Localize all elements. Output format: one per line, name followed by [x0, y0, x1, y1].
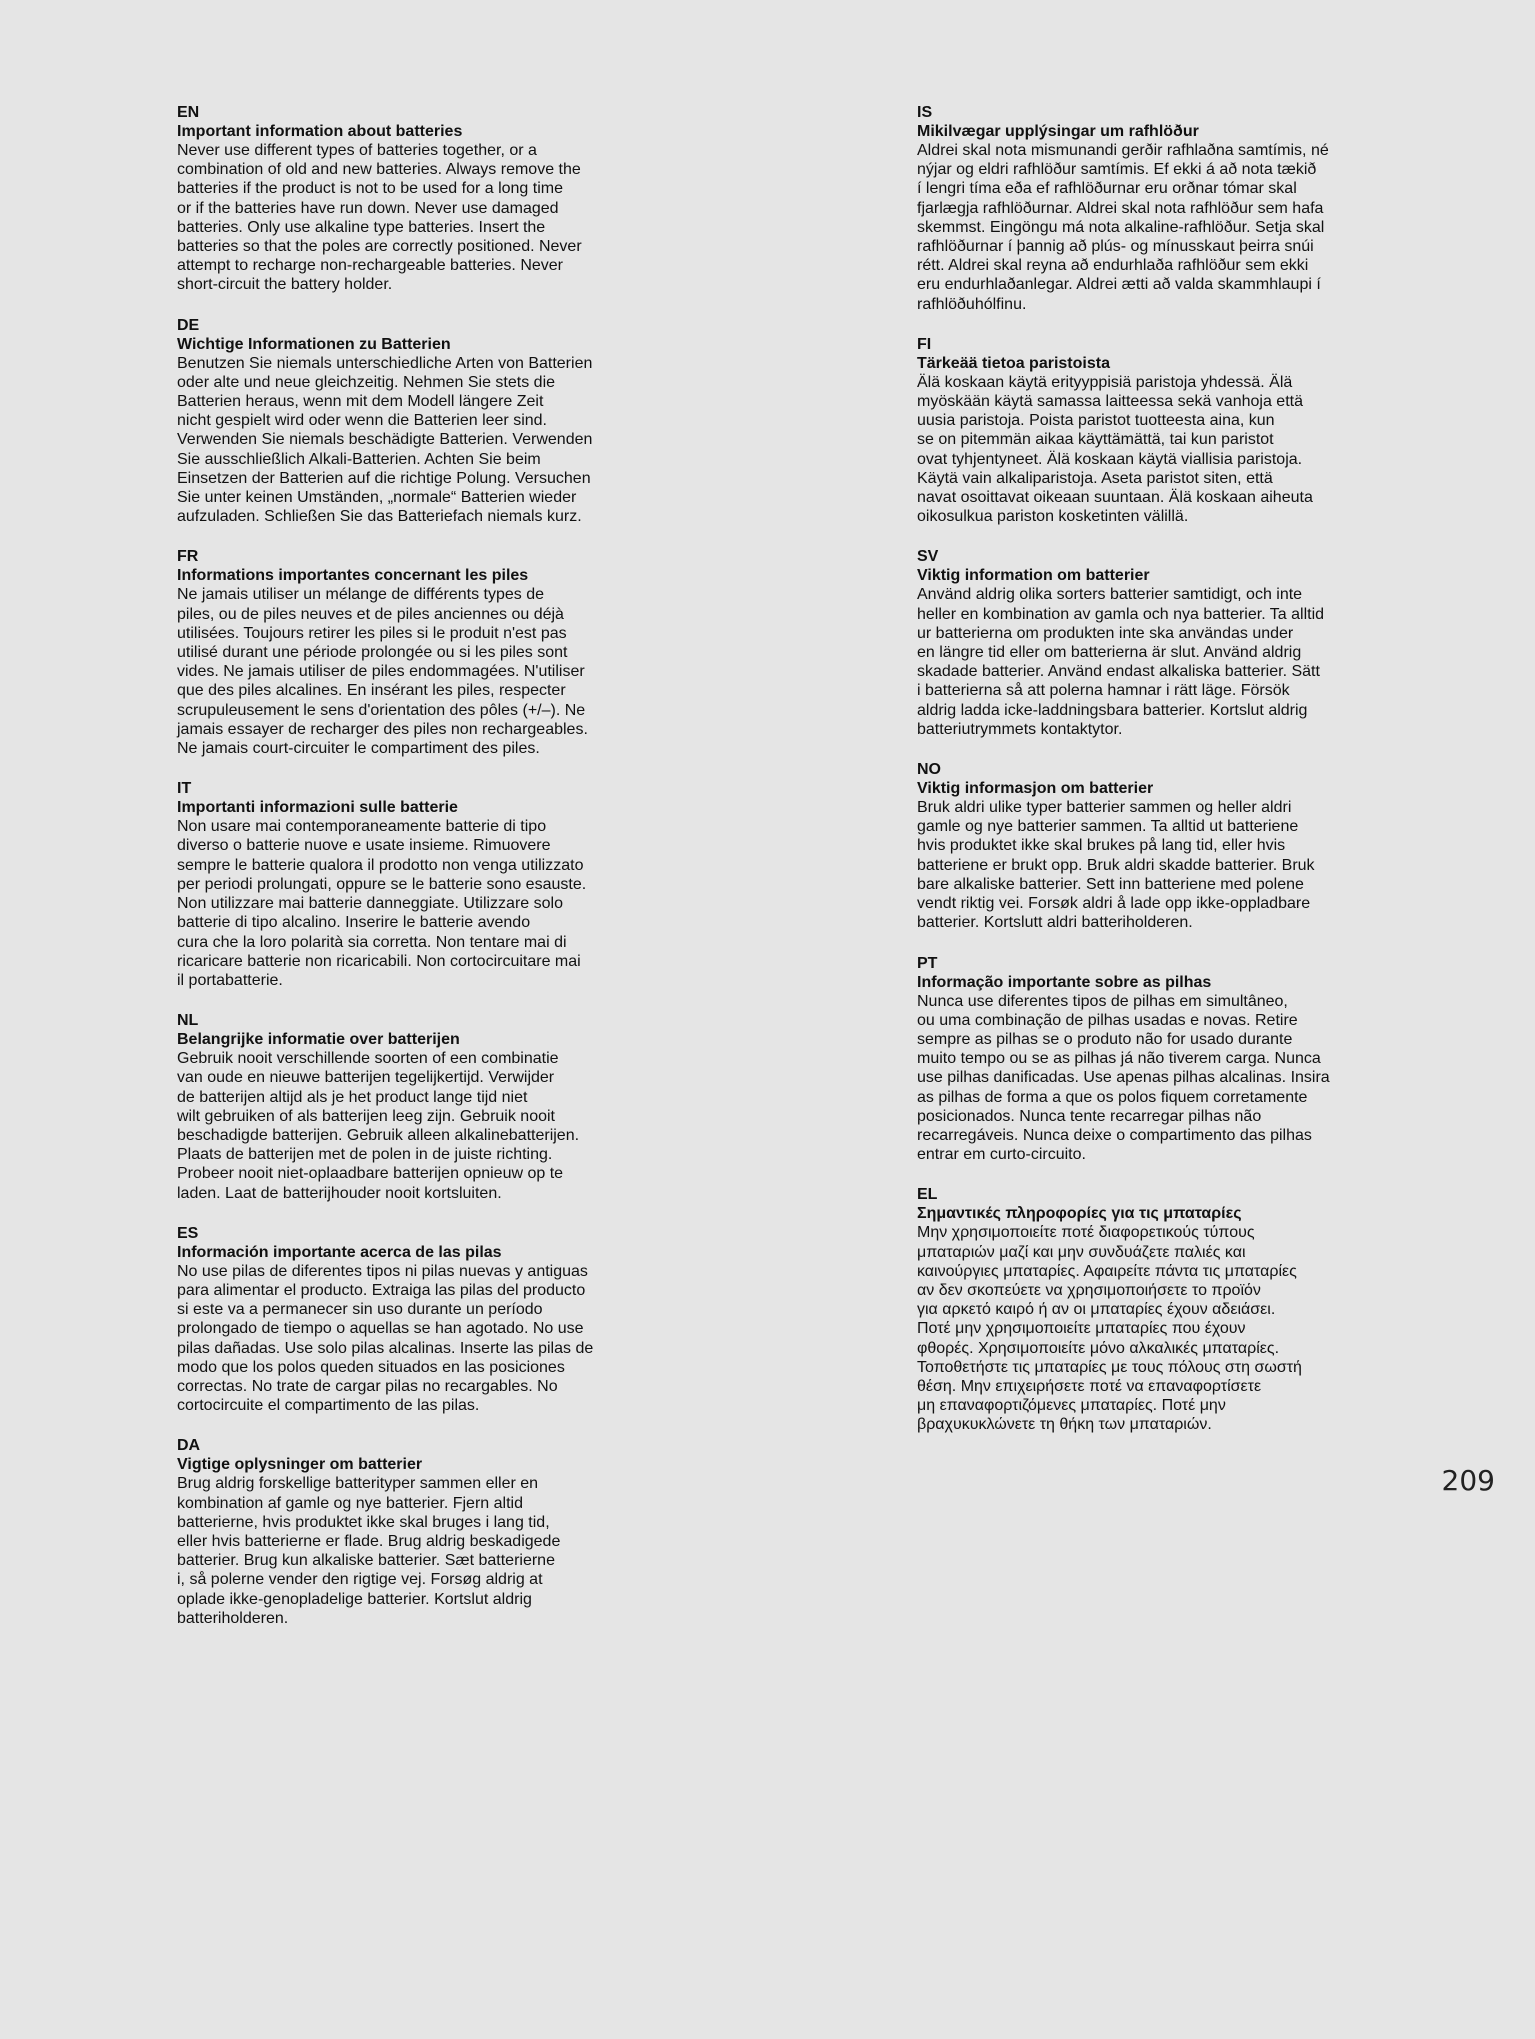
section-title: Vigtige oplysninger om batterier [177, 1456, 423, 1474]
lang-code: PT [917, 954, 938, 972]
right-column [917, 103, 1392, 1456]
section-fi [917, 335, 1392, 527]
section-is [917, 103, 1392, 314]
page-number: 209 [1441, 1464, 1495, 1497]
section-es [177, 1224, 657, 1416]
lang-code: IS [917, 104, 933, 121]
section-el [917, 1185, 1392, 1434]
section-body: Aldrei skal nota mismunandi gerðir rafhlaðna samtímis, né nýjar og eldri rafhlöður samtímis. Ef ekki á að nota tækið í lengri tíma eða ef rafhlöðurnar eru orðnar tómar skal fjarlægja rafhlöðurnar. Aldrei skal nota rafhlöður sem hafa skemmst. Eingöngu má nota alkaline-rafhlöður. Setja skal rafhlöðurnar í þannig að plús- og mínusskaut þeirra snúi rétt. Aldrei skal reyna að endurhlaða rafhlöður sem ekki eru endurhlaðanlegar. Aldrei ætti að valda skammhlaupi í rafhlöðuhólfinu. [917, 142, 1329, 313]
lang-code: FI [917, 335, 932, 353]
section-title: Σημαντικές πληροφορίες για τις μπαταρίες [917, 1205, 1242, 1223]
section-title: Viktig informasjon om batterier [917, 780, 1154, 798]
section-body: Använd aldrig olika sorters batterier samtidigt, och inte heller en kombination av gamla och nya batterier. Ta alltid ur batterierna om produkten inte ska användas under en längre tid eller om batterierna är slut. Använd aldrig skadade batterier. Använd endast alkaliska batterier. Sätt i batterierna så att polerna hamnar i rätt läge. Försök aldrig ladda icke-laddningsbara batterier. Kortslut aldrig batteriutrymmets kontaktytor. [917, 586, 1325, 738]
section-title: Importanti informazioni sulle batterie [177, 799, 458, 817]
lang-code: NL [177, 1012, 199, 1030]
section-title: Mikilvægar upplýsingar um rafhlöður [917, 123, 1199, 140]
section-body: No use pilas de diferentes tipos ni pilas nuevas y antiguas para alimentar el producto. Extraiga las pilas del producto si este va a permanecer sin uso durante un período prolongado de tiempo o aquellas se han agotado. No use pilas dañadas. Use solo pilas alcalinas. Inserte las pilas de modo que los polos queden situados en las posiciones correctas. No trate de cargar pilas no recargables. No cortocircuite el compartimento de las pilas. [177, 1262, 594, 1415]
section-title: Informação importante sobre as pilhas [917, 973, 1212, 991]
section-body: Never use different types of batteries together, or a combination of old and new batteries. Always remove the batteries if the product is not to be used for a long time or if the batteries have run down. Never use damaged batteries. Only use alkaline type batteries. Insert the batteries so that the poles are correctly positioned. Never attempt to recharge non-rechargeable batteries. Never short-circuit the battery holder. [177, 142, 582, 294]
section-it [177, 779, 657, 990]
section-title: Informations importantes concernant les piles [177, 567, 529, 585]
section-title: Belangrijke informatie over batterijen [177, 1031, 460, 1049]
section-en [177, 103, 657, 295]
section-body: Brug aldrig forskellige batterityper sammen eller en kombination af gamle og nye batterier. Fjern altid batterierne, hvis produktet ikke skal bruges i lang tid, eller hvis batterierne er flade. Brug aldrig beskadigede batterier. Brug kun alkaliske batterier. Sæt batterierne i, så polerne vender den rigtige vej. Forsøg aldrig at oplade ikke-genopladelige batterier. Kortslut aldrig batteriholderen. [177, 1475, 561, 1627]
section-da [177, 1436, 657, 1628]
section-body: Non usare mai contemporaneamente batterie di tipo diverso o batterie nuove e usate insieme. Rimuovere sempre le batterie qualora il prodotto non venga utilizzato per periodi prolungati, oppure se le batterie sono esauste. Non utilizzare mai batterie danneggiate. Utilizzare solo batterie di tipo alcalino. Inserire le batterie avendo cura che la loro polarità sia corretta. Non tentare mai di ricaricare batterie non ricaricabili. Non cortocircuitare mai il portabatterie. [177, 818, 587, 989]
lang-code: ES [177, 1224, 199, 1242]
lang-code: DE [177, 316, 200, 334]
section-sv [917, 547, 1392, 739]
lang-code: EN [177, 104, 200, 121]
lang-code: IT [177, 780, 192, 798]
section-pt [917, 954, 1392, 1165]
section-body: Ne jamais utiliser un mélange de différents types de piles, ou de piles neuves et de piles anciennes ou déjà utilisées. Toujours retirer les piles si le produit n'est pas utilisé durant une période prolongée ou si les piles sont vides. Ne jamais utiliser de piles endommagées. N'utiliser que des piles alcalines. En insérant les piles, respecter scrupuleusement le sens d'orientation des pôles (+/–). Ne jamais essayer de recharger des piles non rechargeables. Ne jamais court-circuiter le compartiment des piles. [177, 586, 588, 758]
section-title: Wichtige Informationen zu Batterien [177, 335, 451, 353]
section-body: Älä koskaan käytä erityyppisiä paristoja yhdessä. Älä myöskään käytä samassa laitteessa sekä vanhoja että uusia paristoja. Poista paristot tuotteesta aina, kun se on pitemmän aikaa käyttämättä, tai kun paristot ovat tyhjentyneet. Älä koskaan käytä viallisia paristoja. Käytä vain alkaliparistoja. Aseta paristot siten, että navat osoittavat oikeaan suuntaan. Älä koskaan aiheuta oikosulkua pariston kosketinten välillä. [917, 373, 1313, 526]
lang-code: FR [177, 548, 199, 566]
lang-code: EL [917, 1186, 938, 1204]
section-body: Gebruik nooit verschillende soorten of een combinatie van oude en nieuwe batterijen tegelijkertijd. Verwijder de batterijen altijd als je het product lange tijd niet wilt gebruiken of als batterijen leeg zijn. Gebruik nooit beschadigde batterijen. Gebruik alleen alkalinebatterijen. Plaats de batterijen met de polen in de juiste richting. Probeer nooit niet-oplaadbare batterijen opnieuw op te laden. Laat de batterijhouder nooit kortsluiten. [177, 1050, 580, 1202]
section-nl [177, 1011, 657, 1203]
section-no [917, 760, 1392, 932]
section-body: Benutzen Sie niemals unterschiedliche Arten von Batterien oder alte und neue gleichzeitig. Nehmen Sie stets die Batterien heraus, wenn mit dem Modell längere Zeit nicht gespielt wird oder wenn die Batterien leer sind. Verwenden Sie niemals beschädigte Batterien. Verwenden Sie ausschließlich Alkali-Batterien. Achten Sie beim Einsetzen der Batterien auf die richtige Polung. Versuchen Sie unter keinen Umständen, „normale“ Batterien wieder aufzuladen. Schließen Sie das Batteriefach niemals kurz. [177, 354, 593, 526]
left-column [177, 103, 657, 1649]
section-title: Important information about batteries [177, 123, 463, 140]
section-title: Viktig information om batterier [917, 567, 1150, 585]
section-title: Tärkeää tietoa paristoista [917, 354, 1110, 372]
section-title: Información importante acerca de las pilas [177, 1243, 502, 1261]
section-body: Μην χρησιμοποιείτε ποτέ διαφορετικούς τύπους μπαταριών μαζί και μην συνδυάζετε παλιές και καινούργιες μπαταρίες. Αφαιρείτε πάντα τις μπαταρίες αν δεν σκοπεύετε να χρησιμοποιήσετε το προϊόν για αρκετό καιρό ή αν οι μπαταρίες έχουν αδειάσει. Ποτέ μην χρησιμοποιείτε μπαταρίες που έχουν φθορές. Χρησιμοποιείτε μόνο αλκαλικές μπαταρίες. Τοποθετήστε τις μπαταρίες με τους πόλους στη σωστή θέση. Μην επιχειρήσετε ποτέ να επαναφορτίσετε μη επαναφορτιζόμενες μπαταρίες. Ποτέ μην βραχυκυκλώνετε τη θήκη των μπαταριών. [917, 1224, 1302, 1434]
section-fr [177, 547, 657, 758]
lang-code: DA [177, 1437, 201, 1455]
section-de [177, 316, 657, 527]
lang-code: NO [917, 761, 941, 779]
section-body: Nunca use diferentes tipos de pilhas em simultâneo, ou uma combinação de pilhas usadas e novas. Retire sempre as pilhas se o produto não for usado durante muito tempo ou se as pilhas já não tiverem carga. Nunca use pilhas danificadas. Use apenas pilhas alcalinas. Insira as pilhas de forma a que os polos fiquem corretamente posicionados. Nunca tente recarregar pilhas não recarregáveis. Nunca deixe o compartimento das pilhas entrar em curto-circuito. [917, 992, 1330, 1164]
lang-code: SV [917, 548, 939, 566]
section-body: Bruk aldri ulike typer batterier sammen og heller aldri gamle og nye batterier sammen. Ta alltid ut batteriene hvis produktet ikke skal brukes på lang tid, eller hvis batteriene er brukt opp. Bruk aldri skadde batterier. Bruk bare alkaliske batterier. Sett inn batteriene med polene vendt riktig vei. Forsøk aldri å lade opp ikke-oppladbare batterier. Kortslutt aldri batteriholderen. [917, 799, 1315, 932]
